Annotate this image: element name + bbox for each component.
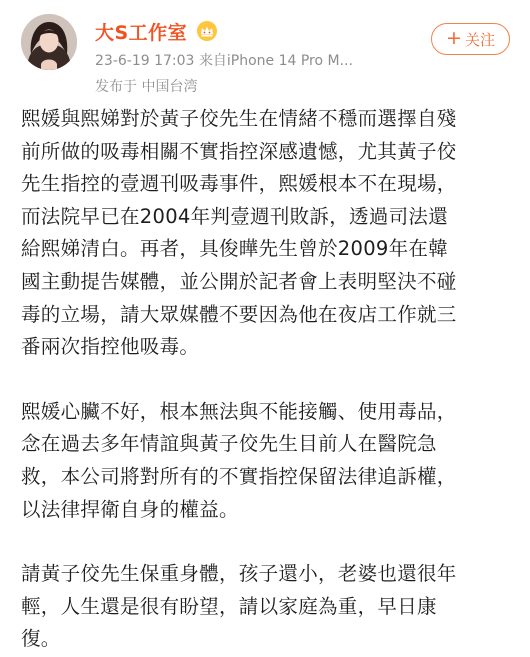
follow-button[interactable] (431, 23, 510, 55)
post-paragraph: 熙媛心臟不好，根本無法與不能接觸、使用毒品， 念在過去多年情誼與黃子佼先生目前人在醫院急 救，本公司將對所有的不實指控保留法律追訴權， 以法律捍衛自身的權益。 (21, 399, 457, 521)
post-paragraph: 請黃子佼先生保重身體，孩子還小，老婆也還很年 輕，人生還是很有盼望，請以家庭為重，早日康 復。 (21, 562, 457, 651)
avatar[interactable] (21, 14, 77, 70)
post-paragraph: 熙媛與熙娣對於黃子佼先生在情緒不穩而選擇自殘 前所做的吸毒相關不實指控深感遺憾，尤其黃子佼 先生指控的壹週刊吸毒事件，熙媛根本不在現場， 而法院早已在2004年判壹週刊敗訴，透過司法還 給熙娣清白。再者，具俊曄先生曾於2009年在韓 國主動提告媒體，並公開於記者會上表明堅決不碰 毒的立場，請大眾媒體不要因為他在夜店工作就三 番兩次指控他吸毒。 (21, 107, 457, 359)
plus-icon: + (446, 26, 462, 49)
post-location: 发布于 中国台湾 (95, 79, 198, 95)
post-meta: 23-6-19 17:03 来自iPhone 14 Pro M... (95, 53, 353, 69)
author-name[interactable]: 大S工作室 (95, 22, 188, 44)
post-header (0, 0, 530, 100)
follow-label: 关注 (464, 30, 495, 49)
post-content (21, 103, 511, 656)
crown-badge-icon (196, 20, 218, 42)
